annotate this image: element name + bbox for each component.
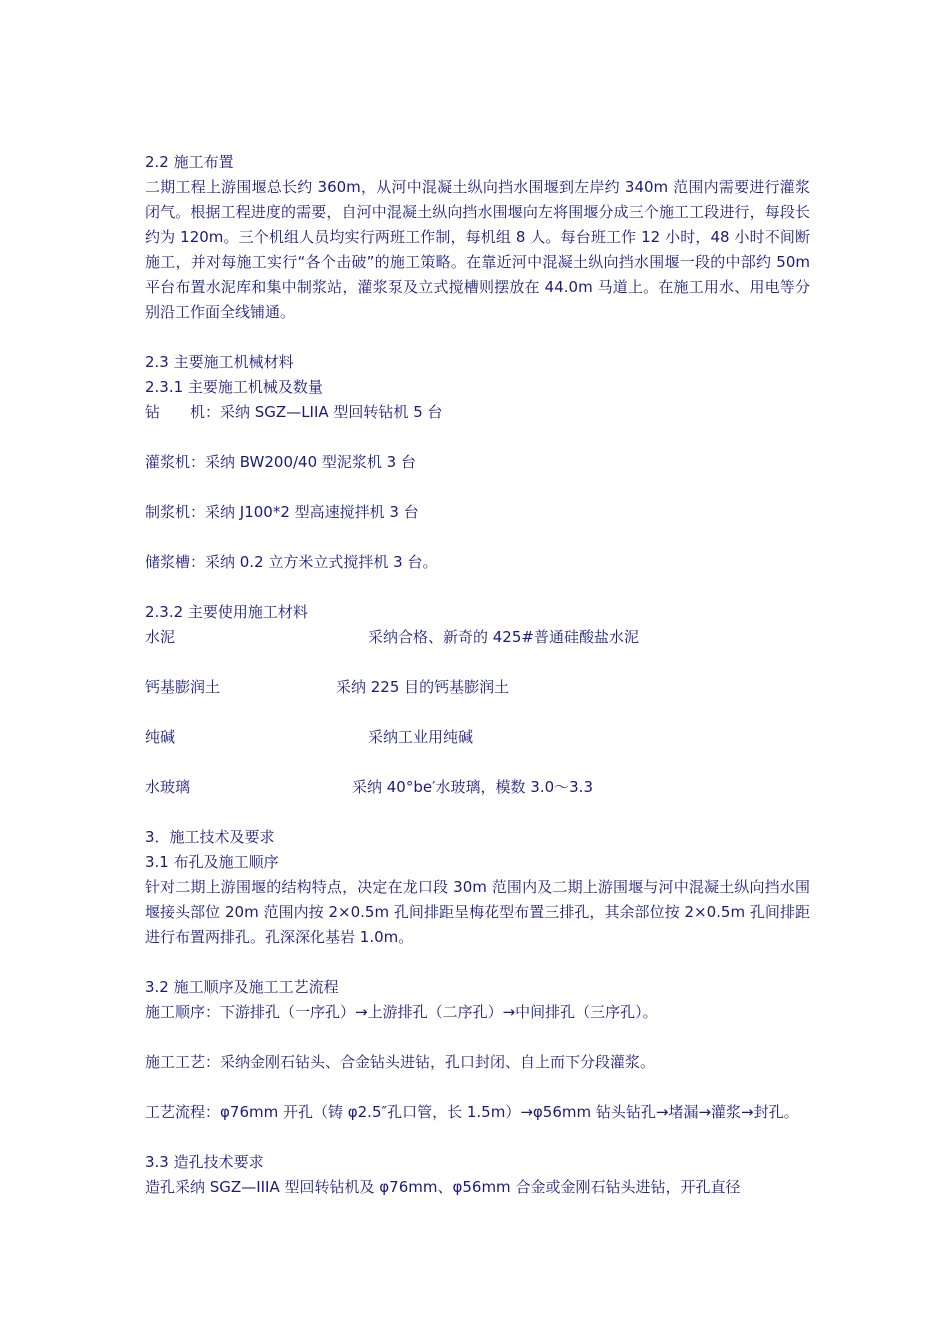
material-name: 水玻璃 [145,778,191,796]
spacer [145,325,810,350]
section-2-2-heading: 2.2 施工布置 [145,153,234,171]
machine-mixer: 制浆机：采纳 J100*2 型高速搅拌机 3 台 [145,503,419,521]
material-name: 水泥 [145,628,176,646]
material-desc: 采纳 225 目的钙基膨润土 [336,678,510,696]
material-name: 纯碱 [145,728,176,746]
section-2-3-2-heading: 2.3.2 主要使用施工材料 [145,603,308,621]
machine-drill: 钻 机：采纳 SGZ—LIIA 型回转钻机 5 台 [145,403,443,421]
spacer [145,425,810,450]
spacer [145,1025,810,1050]
material-row-cement [145,625,810,650]
spacer [145,650,810,675]
spacer [145,700,810,725]
spacer [145,950,810,975]
spacer [145,575,810,600]
section-3-3-paragraph: 造孔采纳 SGZ—IIIA 型回转钻机及 φ76mm、φ56mm 合金或金刚石钻头进钻，开孔直径 [145,1178,741,1196]
material-desc: 采纳合格、新奇的 425#普通硅酸盐水泥 [368,628,639,646]
document-page [145,150,810,1200]
material-desc: 采纳 40°be′水玻璃，模数 3.0～3.3 [352,778,593,796]
section-3-3-heading: 3.3 造孔技术要求 [145,1153,264,1171]
material-desc: 采纳工业用纯碱 [368,728,474,746]
construction-craft: 施工工艺：采纳金刚石钻头、合金钻头进钻，孔口封闭、自上而下分段灌浆。 [145,1053,656,1071]
spacer [145,750,810,775]
spacer [145,1125,810,1150]
material-name: 钙基膨润土 [145,678,221,696]
process-flow: 工艺流程：φ76mm 开孔（铸 φ2.5″孔口管，长 1.5m）→φ56mm 钻头钻孔→堵漏→灌浆→封孔。 [145,1103,799,1121]
material-row-soda [145,725,810,750]
material-row-waterglass [145,775,810,800]
construction-order: 施工顺序：下游排孔（一序孔）→上游排孔（二序孔）→中间排孔（三序孔）。 [145,1003,658,1021]
section-2-3-heading: 2.3 主要施工机械材料 [145,353,294,371]
machine-grouting: 灌浆机：采纳 BW200/40 型泥浆机 3 台 [145,453,416,471]
spacer [145,1075,810,1100]
spacer [145,525,810,550]
section-2-3-1-heading: 2.3.1 主要施工机械及数量 [145,378,323,396]
section-3-1-heading: 3.1 布孔及施工顺序 [145,853,279,871]
section-3-2-heading: 3.2 施工顺序及施工工艺流程 [145,978,339,996]
section-3-heading: 3．施工技术及要求 [145,828,275,846]
machine-tank: 储浆槽：采纳 0.2 立方米立式搅拌机 3 台。 [145,553,438,571]
spacer [145,800,810,825]
section-2-2-paragraph: 二期工程上游围堰总长约 360m，从河中混凝土纵向挡水围堰到左岸约 340m 范围内需要进行灌浆闭气。根据工程进度的需要，自河中混凝土纵向挡水围堰向左将围堰分成三个施工工段进行，每段长约为 120m。三个机组人员均实行两班工作制，每机组 8 人。每台班工作 12 小时，48 小时不间断施工，并对每施工实行“各个击破”的施工策略。在靠近河中混凝土纵向挡水围堰一段的中部约 50m 平台布置水泥库和集中制浆站，灌浆泵及立式搅槽则摆放在 44.0m 马道上。在施工用水、用电等分别沿工作面全线铺通。 [145,178,810,321]
spacer [145,475,810,500]
material-row-bentonite [145,675,810,700]
section-3-1-paragraph: 针对二期上游围堰的结构特点，决定在龙口段 30m 范围内及二期上游围堰与河中混凝土纵向挡水围堰接头部位 20m 范围内按 2×0.5m 孔间排距呈梅花型布置三排孔，其余部位按 2×0.5m 孔间排距进行布置两排孔。孔深深化基岩 1.0m。 [145,878,810,946]
